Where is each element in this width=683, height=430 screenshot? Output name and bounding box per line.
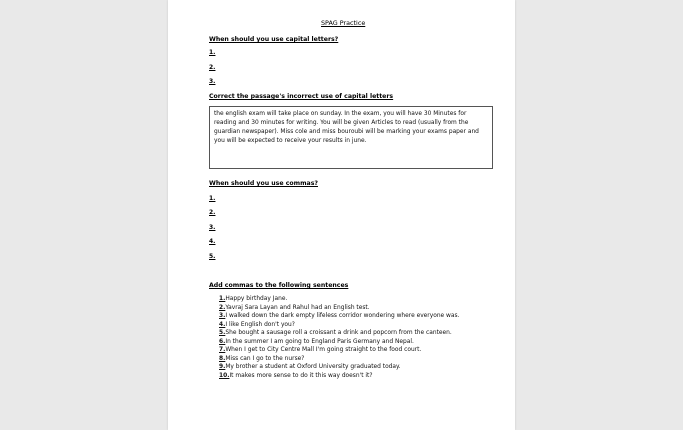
sentence-text: My brother a student at Oxford University graduated today. (225, 364, 401, 370)
sentence-3 (219, 313, 459, 319)
sentence-text: Yavraj Sara Layan and Rahul had an English test. (225, 305, 370, 311)
sentence-number: 1. (219, 296, 226, 302)
capital-item-2: 2. (209, 64, 216, 71)
capital-item-1: 1. (209, 49, 216, 56)
sentence-text: Miss can I go to the nurse? (225, 356, 305, 362)
correct-passage-heading: Correct the passage's incorrect use of capital letters (209, 93, 394, 100)
comma-item-2: 2. (209, 209, 216, 216)
comma-item-5: 5. (209, 253, 216, 260)
capital-item-3: 3. (209, 78, 216, 85)
sentence-8 (219, 356, 304, 362)
sentence-6 (219, 339, 414, 345)
sentence-number: 10. (219, 373, 230, 379)
page-title: SPAG Practice (321, 19, 366, 27)
sentence-10 (219, 373, 372, 379)
sentence-number: 8. (219, 356, 226, 362)
sentence-2 (219, 305, 370, 311)
sentence-7 (219, 347, 421, 353)
sentence-text: I walked down the dark empty lifeless corridor wondering where everyone was. (225, 313, 460, 319)
sentence-number: 2. (219, 305, 226, 311)
comma-item-4: 4. (209, 238, 216, 245)
passage-box[interactable]: the english exam will take place on sunday. In the exam, you will have 30 Minutes for reading and 30 minutes for writing. You will be given Articles to read (usually from the guardian newspaper). Miss cole and miss bouroubi will be marking your exams paper and you will be expected to receive your results in june. (209, 106, 493, 169)
capital-letters-heading: When should you use capital letters? (209, 36, 339, 43)
sentence-5 (219, 330, 452, 336)
sentence-number: 7. (219, 347, 226, 353)
commas-heading: When should you use commas? (209, 180, 318, 187)
sentence-text: It makes more sense to do it this way doesn't it? (229, 373, 373, 379)
sentence-4 (219, 322, 295, 328)
sentence-number: 4. (219, 322, 226, 328)
sentence-text: In the summer I am going to England Paris Germany and Nepal. (225, 339, 414, 345)
comma-item-1: 1. (209, 195, 216, 202)
document-page (168, 0, 515, 430)
sentence-text: Happy birthday Jane. (225, 296, 288, 302)
sentence-text: She bought a sausage roll a croissant a drink and popcorn from the canteen. (225, 330, 452, 336)
sentence-number: 5. (219, 330, 226, 336)
sentence-text: When I get to City Centre Mall I'm going straight to the food court. (225, 347, 422, 353)
sentence-number: 6. (219, 339, 226, 345)
add-commas-heading: Add commas to the following sentences (209, 282, 349, 289)
sentence-number: 3. (219, 313, 226, 319)
sentence-text: I like English don't you? (225, 322, 295, 328)
comma-item-3: 3. (209, 224, 216, 231)
sentence-1 (219, 296, 287, 302)
sentence-9 (219, 364, 401, 370)
sentence-number: 9. (219, 364, 226, 370)
